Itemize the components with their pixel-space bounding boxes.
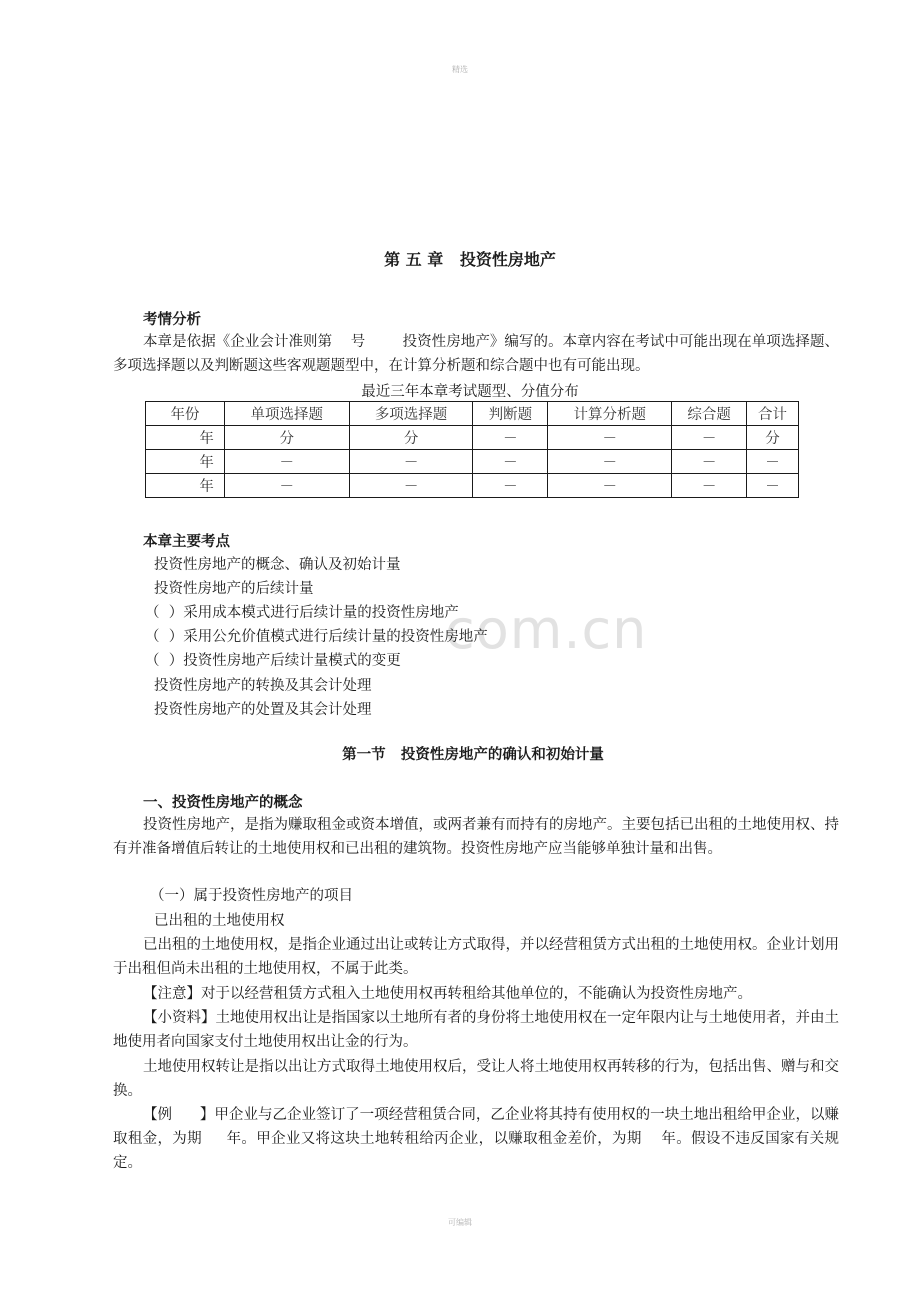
note-paragraph: 【注意】对于以经营租赁方式租入土地使用权再转租给其他单位的，不能确认为投资性房地产。 — [143, 986, 752, 1002]
table-row — [146, 426, 799, 450]
analysis-heading: 考情分析 — [143, 312, 201, 328]
subheading: （一）属于投资性房地产的项目 — [150, 888, 353, 904]
table-row — [146, 450, 799, 474]
table-header-cell: 年份 — [146, 402, 225, 426]
concept-paragraph: 投资性房地产，是指为赚取租金或资本增值，或两者兼有而持有的房地产。主要包括已出租的土地使用权、持有并准备增值后转让的土地使用权和已出租的建筑物。投资性房地产应当能够单独计量和出售。 — [113, 817, 839, 857]
table-cell: － — [349, 450, 473, 474]
header-mark: 精选 — [452, 65, 468, 74]
table-cell: － — [224, 450, 349, 474]
item-heading: 已出租的土地使用权 — [154, 913, 285, 929]
table-cell: － — [747, 474, 799, 498]
table-cell: － — [473, 426, 548, 450]
key-point-item: （ ）采用成本模式进行后续计量的投资性房地产 — [145, 605, 459, 621]
watermark: com.cn — [445, 598, 648, 661]
table-header-cell: 单项选择题 — [224, 402, 349, 426]
table-header-row — [146, 402, 799, 426]
table-cell: － — [473, 450, 548, 474]
info-paragraph: 【小资料】土地使用权出让是指国家以土地所有者的身份将土地使用权在一定年限内让与土地使用者，并由土地使用者向国家支付土地使用权出让金的行为。 — [113, 1010, 839, 1050]
chapter-title: 第 五 章 投资性房地产 — [384, 250, 556, 269]
table-cell: 年 — [146, 474, 225, 498]
key-point-item: 投资性房地产的后续计量 — [154, 581, 314, 597]
table-header-cell: 判断题 — [473, 402, 548, 426]
land-use-paragraph: 已出租的土地使用权，是指企业通过出让或转让方式取得，并以经营租赁方式出租的土地使用权。企业计划用于出租但尚未出租的土地使用权，不属于此类。 — [113, 937, 839, 977]
transfer-paragraph: 土地使用权转让是指以出让方式取得土地使用权后，受让人将土地使用权再转移的行为，包括出售、赠与和交换。 — [113, 1059, 839, 1099]
table-cell: － — [672, 450, 747, 474]
table-cell: － — [548, 474, 672, 498]
concept-heading: 一、投资性房地产的概念 — [143, 795, 303, 811]
analysis-paragraph: 本章是依据《企业会计准则第 号 投资性房地产》编写的。本章内容在考试中可能出现在单项选择题、多项选择题以及判断题这些客观题题型中，在计算分析题和综合题中也有可能出现。 — [113, 334, 839, 374]
table-cell: － — [548, 426, 672, 450]
table-cell: － — [548, 450, 672, 474]
table-header-cell: 多项选择题 — [349, 402, 473, 426]
section-title: 第一节 投资性房地产的确认和初始计量 — [342, 747, 604, 763]
table-cell: 分 — [349, 426, 473, 450]
table-cell: 年 — [146, 450, 225, 474]
table-cell: － — [672, 426, 747, 450]
key-point-item: （ ）投资性房地产后续计量模式的变更 — [145, 653, 401, 669]
key-points-heading: 本章主要考点 — [143, 534, 230, 550]
footer-mark: 可编辑 — [448, 1218, 472, 1227]
key-point-item: 投资性房地产的转换及其会计处理 — [154, 678, 372, 694]
key-point-item: 投资性房地产的概念、确认及初始计量 — [154, 557, 401, 573]
table-header-cell: 综合题 — [672, 402, 747, 426]
example-paragraph: 【例 】甲企业与乙企业签订了一项经营租赁合同，乙企业将其持有使用权的一块土地出租给甲企业，以赚取租金，为期 年。甲企业又将这块土地转租给丙企业，以赚取租金差价，为期 年。假设不违反国家有关规定。 — [113, 1107, 839, 1171]
table-cell: － — [349, 474, 473, 498]
table-header-cell: 合计 — [747, 402, 799, 426]
table-cell: － — [473, 474, 548, 498]
table-row — [146, 474, 799, 498]
table-cell: 分 — [747, 426, 799, 450]
table-cell: － — [747, 450, 799, 474]
key-point-item: 投资性房地产的处置及其会计处理 — [154, 702, 372, 718]
table-caption: 最近三年本章考试题型、分值分布 — [361, 384, 579, 400]
table-cell: － — [672, 474, 747, 498]
table-header-cell: 计算分析题 — [548, 402, 672, 426]
key-point-item: （ ）采用公允价值模式进行后续计量的投资性房地产 — [145, 629, 488, 645]
table-cell: 分 — [224, 426, 349, 450]
score-distribution-table — [145, 401, 799, 498]
table-cell: 年 — [146, 426, 225, 450]
table-cell: － — [224, 474, 349, 498]
